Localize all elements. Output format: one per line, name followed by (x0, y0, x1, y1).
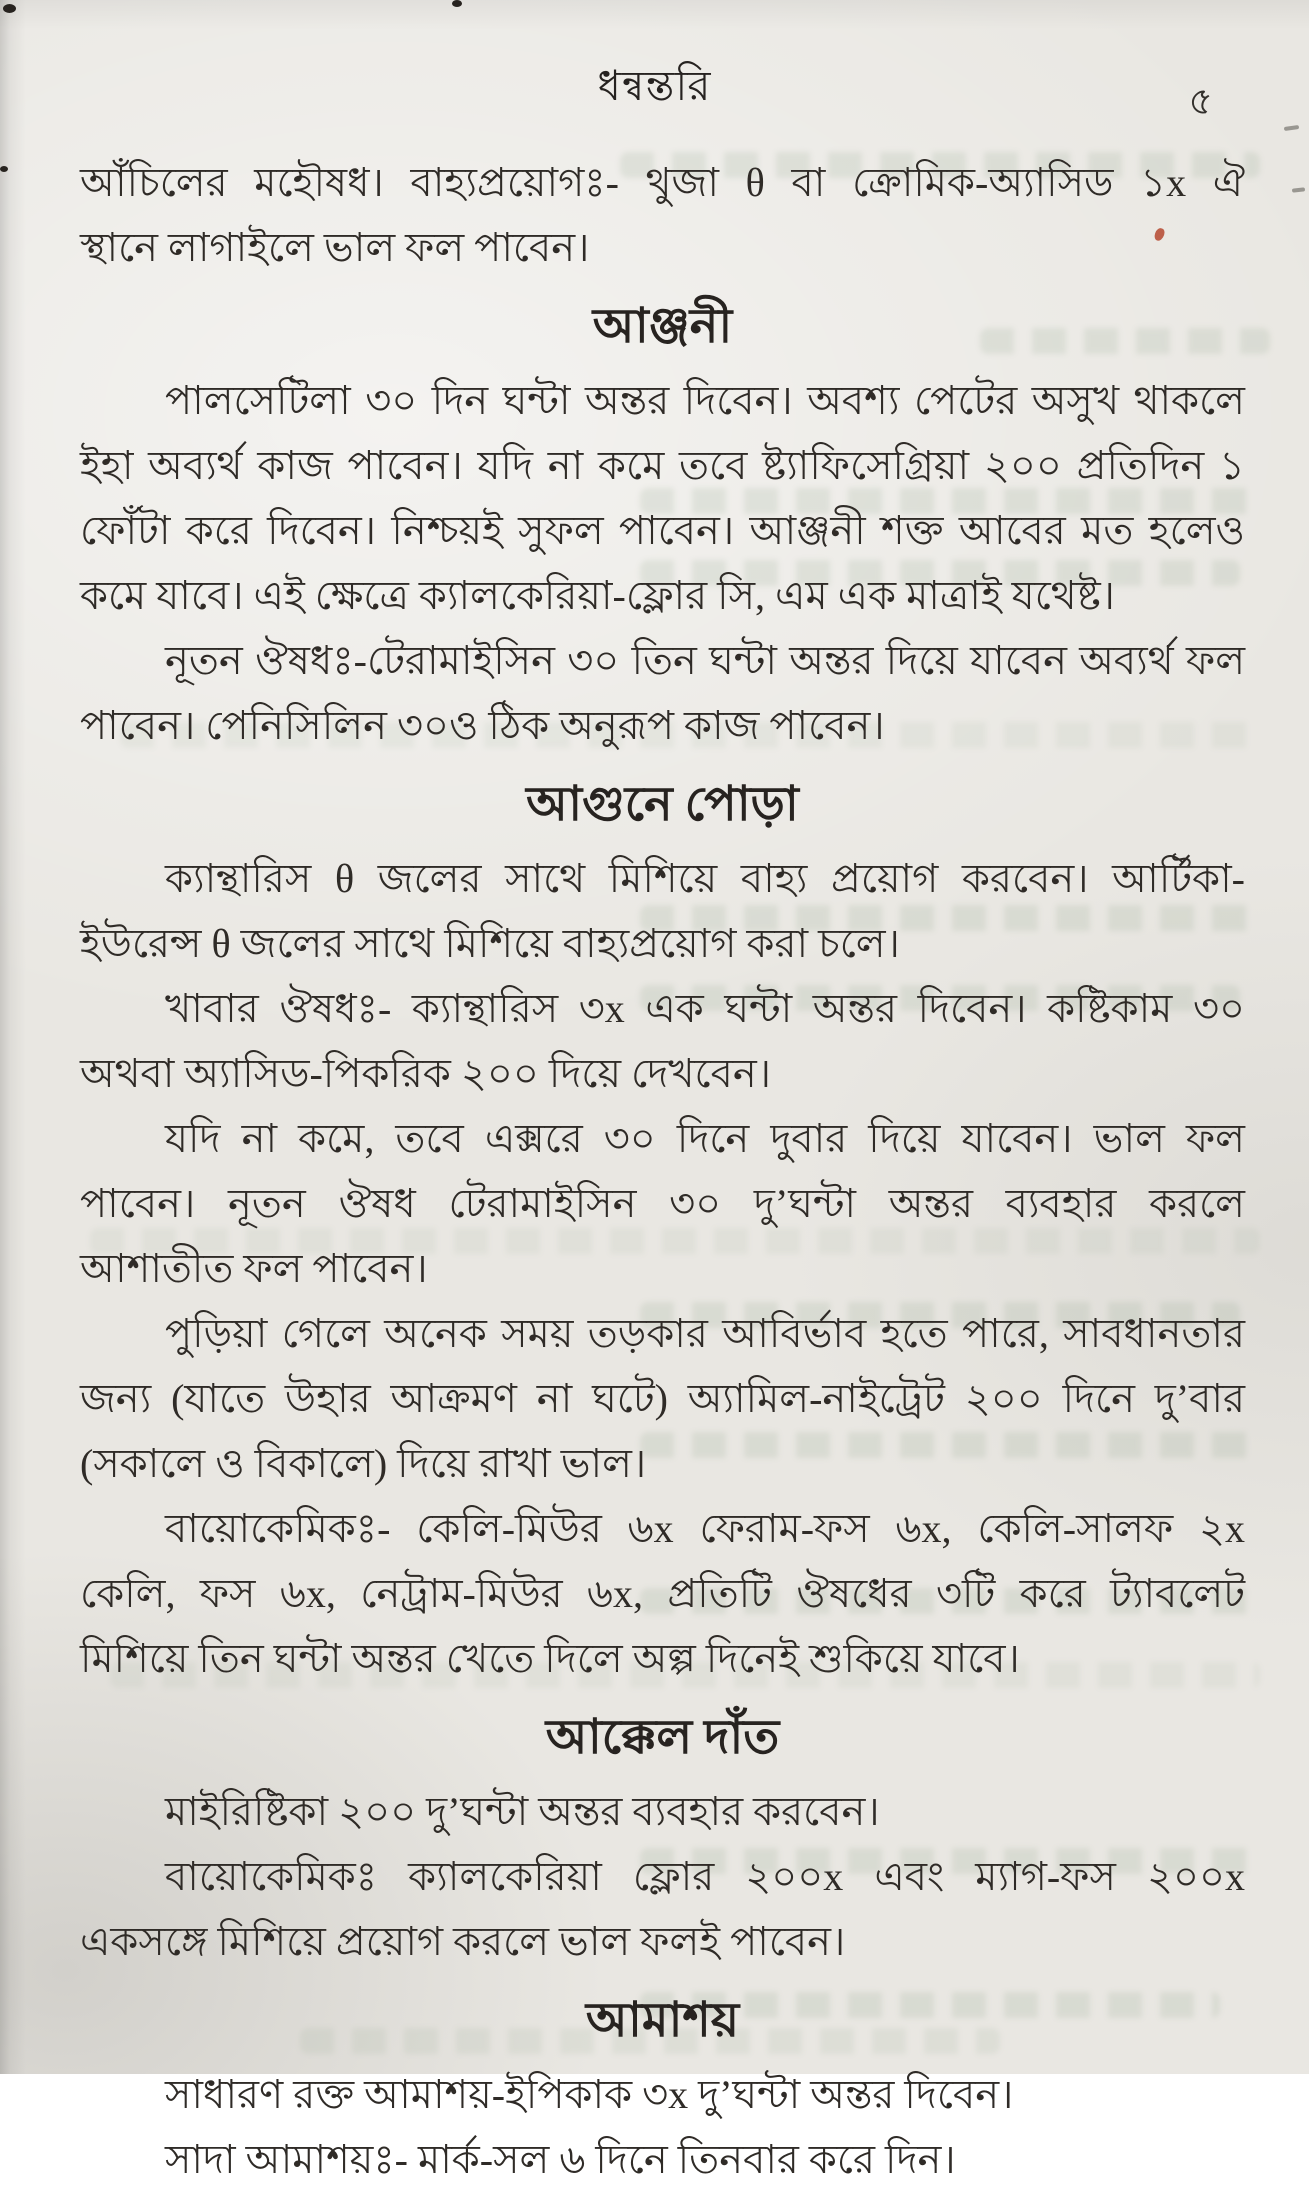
text-line: একসঙ্গে মিশিয়ে প্রয়োগ করলে ভাল ফলই পাবেন। (80, 1919, 846, 1964)
text-line: আঁচিলের মহৌষধ। বাহ্যপ্রয়োগঃ- থুজা θ বা ক্রোমিক-অ্যাসিড ১x ঐ (80, 160, 1245, 205)
scan-speck (0, 166, 8, 172)
page-content (0, 112, 1309, 2192)
text-line: নূতন ঔষধঃ-টেরামাইসিন ৩০ তিন ঘন্টা অন্তর দিয়ে যাবেন অব্যর্থ ফল (165, 638, 1245, 683)
text-line: ফোঁটা করে দিবেন। নিশ্চয়ই সুফল পাবেন। আঞ্জনী শক্ত আবের মত হলেও (80, 508, 1245, 553)
text-line: ইহা অব্যর্থ কাজ পাবেন। যদি না কমে তবে ষ্ট্যাফিসেগ্রিয়া ২০০ প্রতিদিন ১ (80, 443, 1245, 488)
text-line: মাইরিষ্টিকা ২০০ দু’ঘন্টা অন্তর ব্যবহার করবেন। (165, 1789, 880, 1834)
text-line: বায়োকেমিকঃ ক্যালকেরিয়া ফ্লোর ২০০x এবং ম্যাগ-ফস ২০০x (165, 1854, 1245, 1899)
book-title: ধন্বন্তরি (597, 64, 712, 110)
section-heading-dysentery: আমাশয় (585, 1994, 740, 2047)
text-line: জন্য (যাতে উহার আক্রমণ না ঘটে) অ্যামিল-নাইট্রেট ২০০ দিনে দু’বার (80, 1376, 1245, 1421)
text-line: ক্যান্থারিস θ জলের সাথে মিশিয়ে বাহ্য প্রয়োগ করবেন। আর্টিকা- (165, 856, 1245, 901)
section-heading-wisdom-tooth: আক্কেল দাঁত (545, 1711, 780, 1764)
running-header (0, 0, 1309, 123)
text-line: পুড়িয়া গেলে অনেক সময় তড়কার আবির্ভাব হতে পারে, সাবধানতার (165, 1311, 1245, 1356)
text-line: পালসেটিলা ৩০ দিন ঘন্টা অন্তর দিবেন। অবশ্য পেটের অসুখ থাকলে (165, 378, 1245, 423)
text-line: (সকালে ও বিকালে) দিয়ে রাখা ভাল। (80, 1441, 647, 1486)
text-line: কেলি, ফস ৬x, নেট্রাম-মিউর ৬x, প্রতিটি ঔষধের ৩টি করে ট্যাবলেট (80, 1571, 1245, 1616)
text-line: সাধারণ রক্ত আমাশয়-ইপিকাক ৩x দু’ঘন্টা অন্তর দিবেন। (165, 2072, 1014, 2117)
text-line: বায়োকেমিকঃ- কেলি-মিউর ৬x ফেরাম-ফস ৬x, কেলি-সালফ ২x (165, 1506, 1245, 1551)
text-line: ইউরেন্স θ জলের সাথে মিশিয়ে বাহ্যপ্রয়োগ করা চলে। (80, 921, 900, 966)
scan-speck (452, 0, 462, 7)
scan-speck (3, 4, 16, 13)
section-heading-anjani: আঞ্জনী (592, 300, 733, 353)
text-line: অথবা অ্যাসিড-পিকরিক ২০০ দিয়ে দেখবেন। (80, 1051, 772, 1096)
text-line: খাবার ঔষধঃ- ক্যান্থারিস ৩x এক ঘন্টা অন্তর দিবেন। কষ্টিকাম ৩০ (165, 986, 1245, 1031)
text-line: পাবেন। পেনিসিলিন ৩০ও ঠিক অনুরূপ কাজ পাবেন। (80, 703, 885, 748)
text-line: আশাতীত ফল পাবেন। (80, 1246, 428, 1291)
text-line: যদি না কমে, তবে এক্সরে ৩০ দিনে দুবার দিয়ে যাবেন। ভাল ফল (165, 1116, 1245, 1161)
page-number: ৫ (1188, 81, 1213, 123)
text-line: সাদা আমাশয়ঃ- মার্ক-সল ৬ দিনে তিনবার করে দিন। (165, 2137, 956, 2182)
text-line: স্থানে লাগাইলে ভাল ফল পাবেন। (80, 225, 590, 270)
text-line: পাবেন। নূতন ঔষধ টেরামাইসিন ৩০ দু’ঘন্টা অন্তর ব্যবহার করলে (80, 1181, 1245, 1226)
section-heading-burns: আগুনে পোড়া (526, 778, 799, 831)
text-line: কমে যাবে। এই ক্ষেত্রে ক্যালকেরিয়া-ফ্লোর সি, এম এক মাত্রাই যথেষ্ট। (80, 573, 1115, 618)
text-line: মিশিয়ে তিন ঘন্টা অন্তর খেতে দিলে অল্প দিনেই শুকিয়ে যাবে। (80, 1636, 1020, 1681)
